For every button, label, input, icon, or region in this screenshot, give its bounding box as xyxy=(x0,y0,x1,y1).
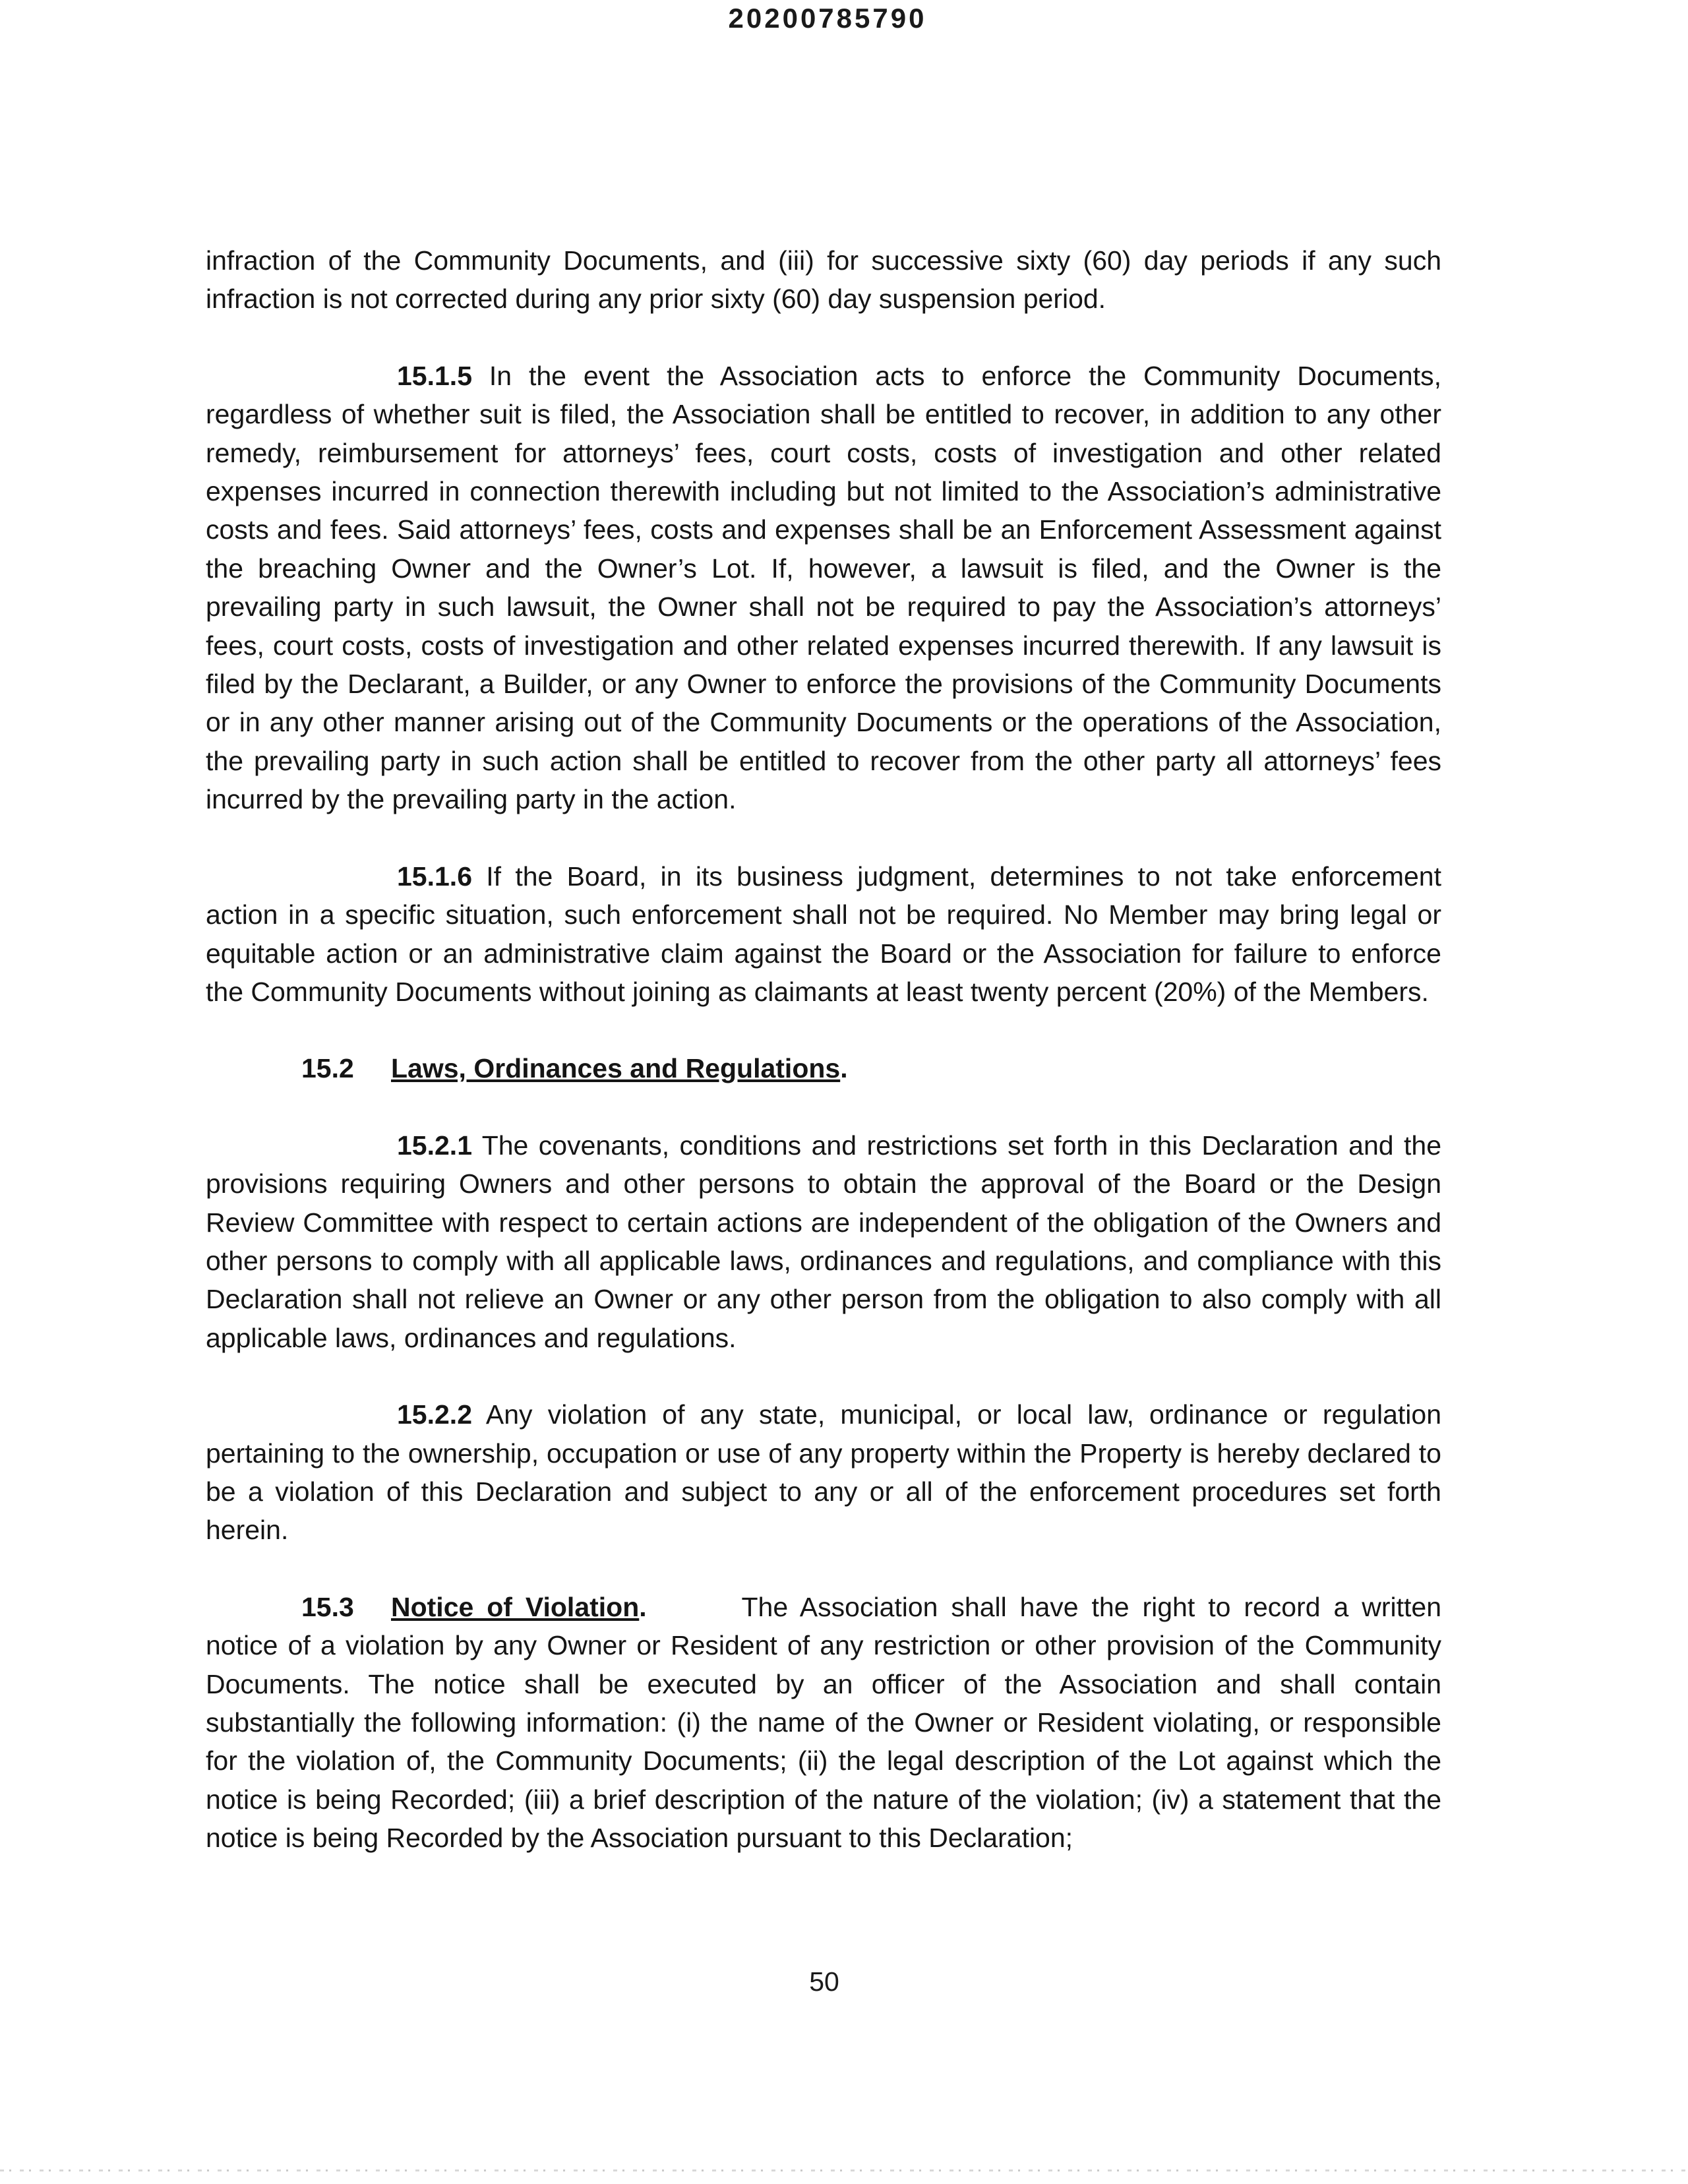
section-text: In the event the Association acts to enforce the Community Documents, regardless of whether suit is filed, the Association shall be entitled to recover, in addition to any other remedy, reimbursement for attorneys’ fees, court costs, costs of investigation and other related expenses incurred in connection therewith including but not limited to the Association’s administrative costs and fees. Said attorneys’ fees, costs and expenses shall be an Enforcement Assessment against the breaching Owner and the Owner’s Lot. If, however, a lawsuit is filed, and the Owner is the prevailing party in such lawsuit, the Owner shall not be required to pay the Association’s attorneys’ fees, court costs, costs of investigation and other related expenses incurred therewith. If any lawsuit is filed by the Declarant, a Builder, or any Owner to enforce the provisions of the Community Documents or in any other manner arising out of the Community Documents or the operations of the Association, the prevailing party in such action shall be entitled to recover from the other party all attorneys’ fees incurred by the prevailing party in the action. xyxy=(206,360,1441,815)
section-text: Any violation of any state, municipal, or local law, ordinance or regulation pertaining to the ownership, occupation or use of any property within the Property is hereby declared to be a violation of this Declaration and subject to any or all of the enforcement procedures set forth herein. xyxy=(206,1399,1441,1546)
section-number: 15.1.6 xyxy=(397,861,472,892)
section-number: 15.2.1 xyxy=(397,1130,472,1161)
section-15-3 xyxy=(206,1588,1441,1858)
section-number: 15.2.2 xyxy=(397,1399,472,1430)
section-15-2-1 xyxy=(206,1126,1441,1357)
section-15-1-5 xyxy=(206,357,1441,819)
section-15-2-heading xyxy=(206,1049,1441,1087)
section-title-period: . xyxy=(840,1053,848,1084)
section-number: 15.1.5 xyxy=(397,360,472,391)
section-title: Notice of Violation xyxy=(391,1591,640,1622)
document-number: 20200785790 xyxy=(728,3,927,34)
section-15-2-2 xyxy=(206,1395,1441,1550)
section-number: 15.3 xyxy=(301,1591,354,1622)
page-content xyxy=(206,241,1441,1858)
scan-edge-divider xyxy=(0,2169,1688,2171)
paragraph-continuation: infraction of the Community Documents, and (iii) for successive sixty (60) day periods if any such infraction is not corrected during any prior sixty (60) day suspension period. xyxy=(206,245,1441,315)
section-15-1-6 xyxy=(206,857,1441,1012)
section-title: Laws, Ordinances and Regulations xyxy=(391,1053,841,1084)
section-number: 15.2 xyxy=(301,1053,354,1084)
section-title-period: . xyxy=(639,1591,647,1622)
section-text: If the Board, in its business judgment, determines to not take enforcement action in a specific situation, such enforcement shall not be required. No Member may bring legal or equitable action or an administrative claim against the Board or the Association for failure to enforce the Community Documents without joining as claimants at least twenty percent (20%) of the Members. xyxy=(206,861,1441,1007)
page-number: 50 xyxy=(809,1966,839,1997)
section-text: The covenants, conditions and restrictions set forth in this Declaration and the provisions requiring Owners and other persons to obtain the approval of the Board or the Design Review Committee with respect to certain actions are independent of the obligation of the Owners and other persons to comply with all applicable laws, ordinances and regulations, and compliance with this Declaration shall not relieve an Owner or any other person from the obligation to also comply with all applicable laws, ordinances and regulations. xyxy=(206,1130,1441,1353)
section-text: The Association shall have the right to record a written notice of a violation by any Owner or Resident of any restriction or other provision of the Community Documents. The notice shall be executed by an officer of the Association and shall contain substantially the following information: (i) the name of the Owner or Resident violating, or responsible for the violation of, the Community Documents; (ii) the legal description of the Lot against which the notice is being Recorded; (iii) a brief description of the nature of the violation; (iv) a statement that the notice is being Recorded by the Association pursuant to this Declaration; xyxy=(206,1591,1441,1854)
